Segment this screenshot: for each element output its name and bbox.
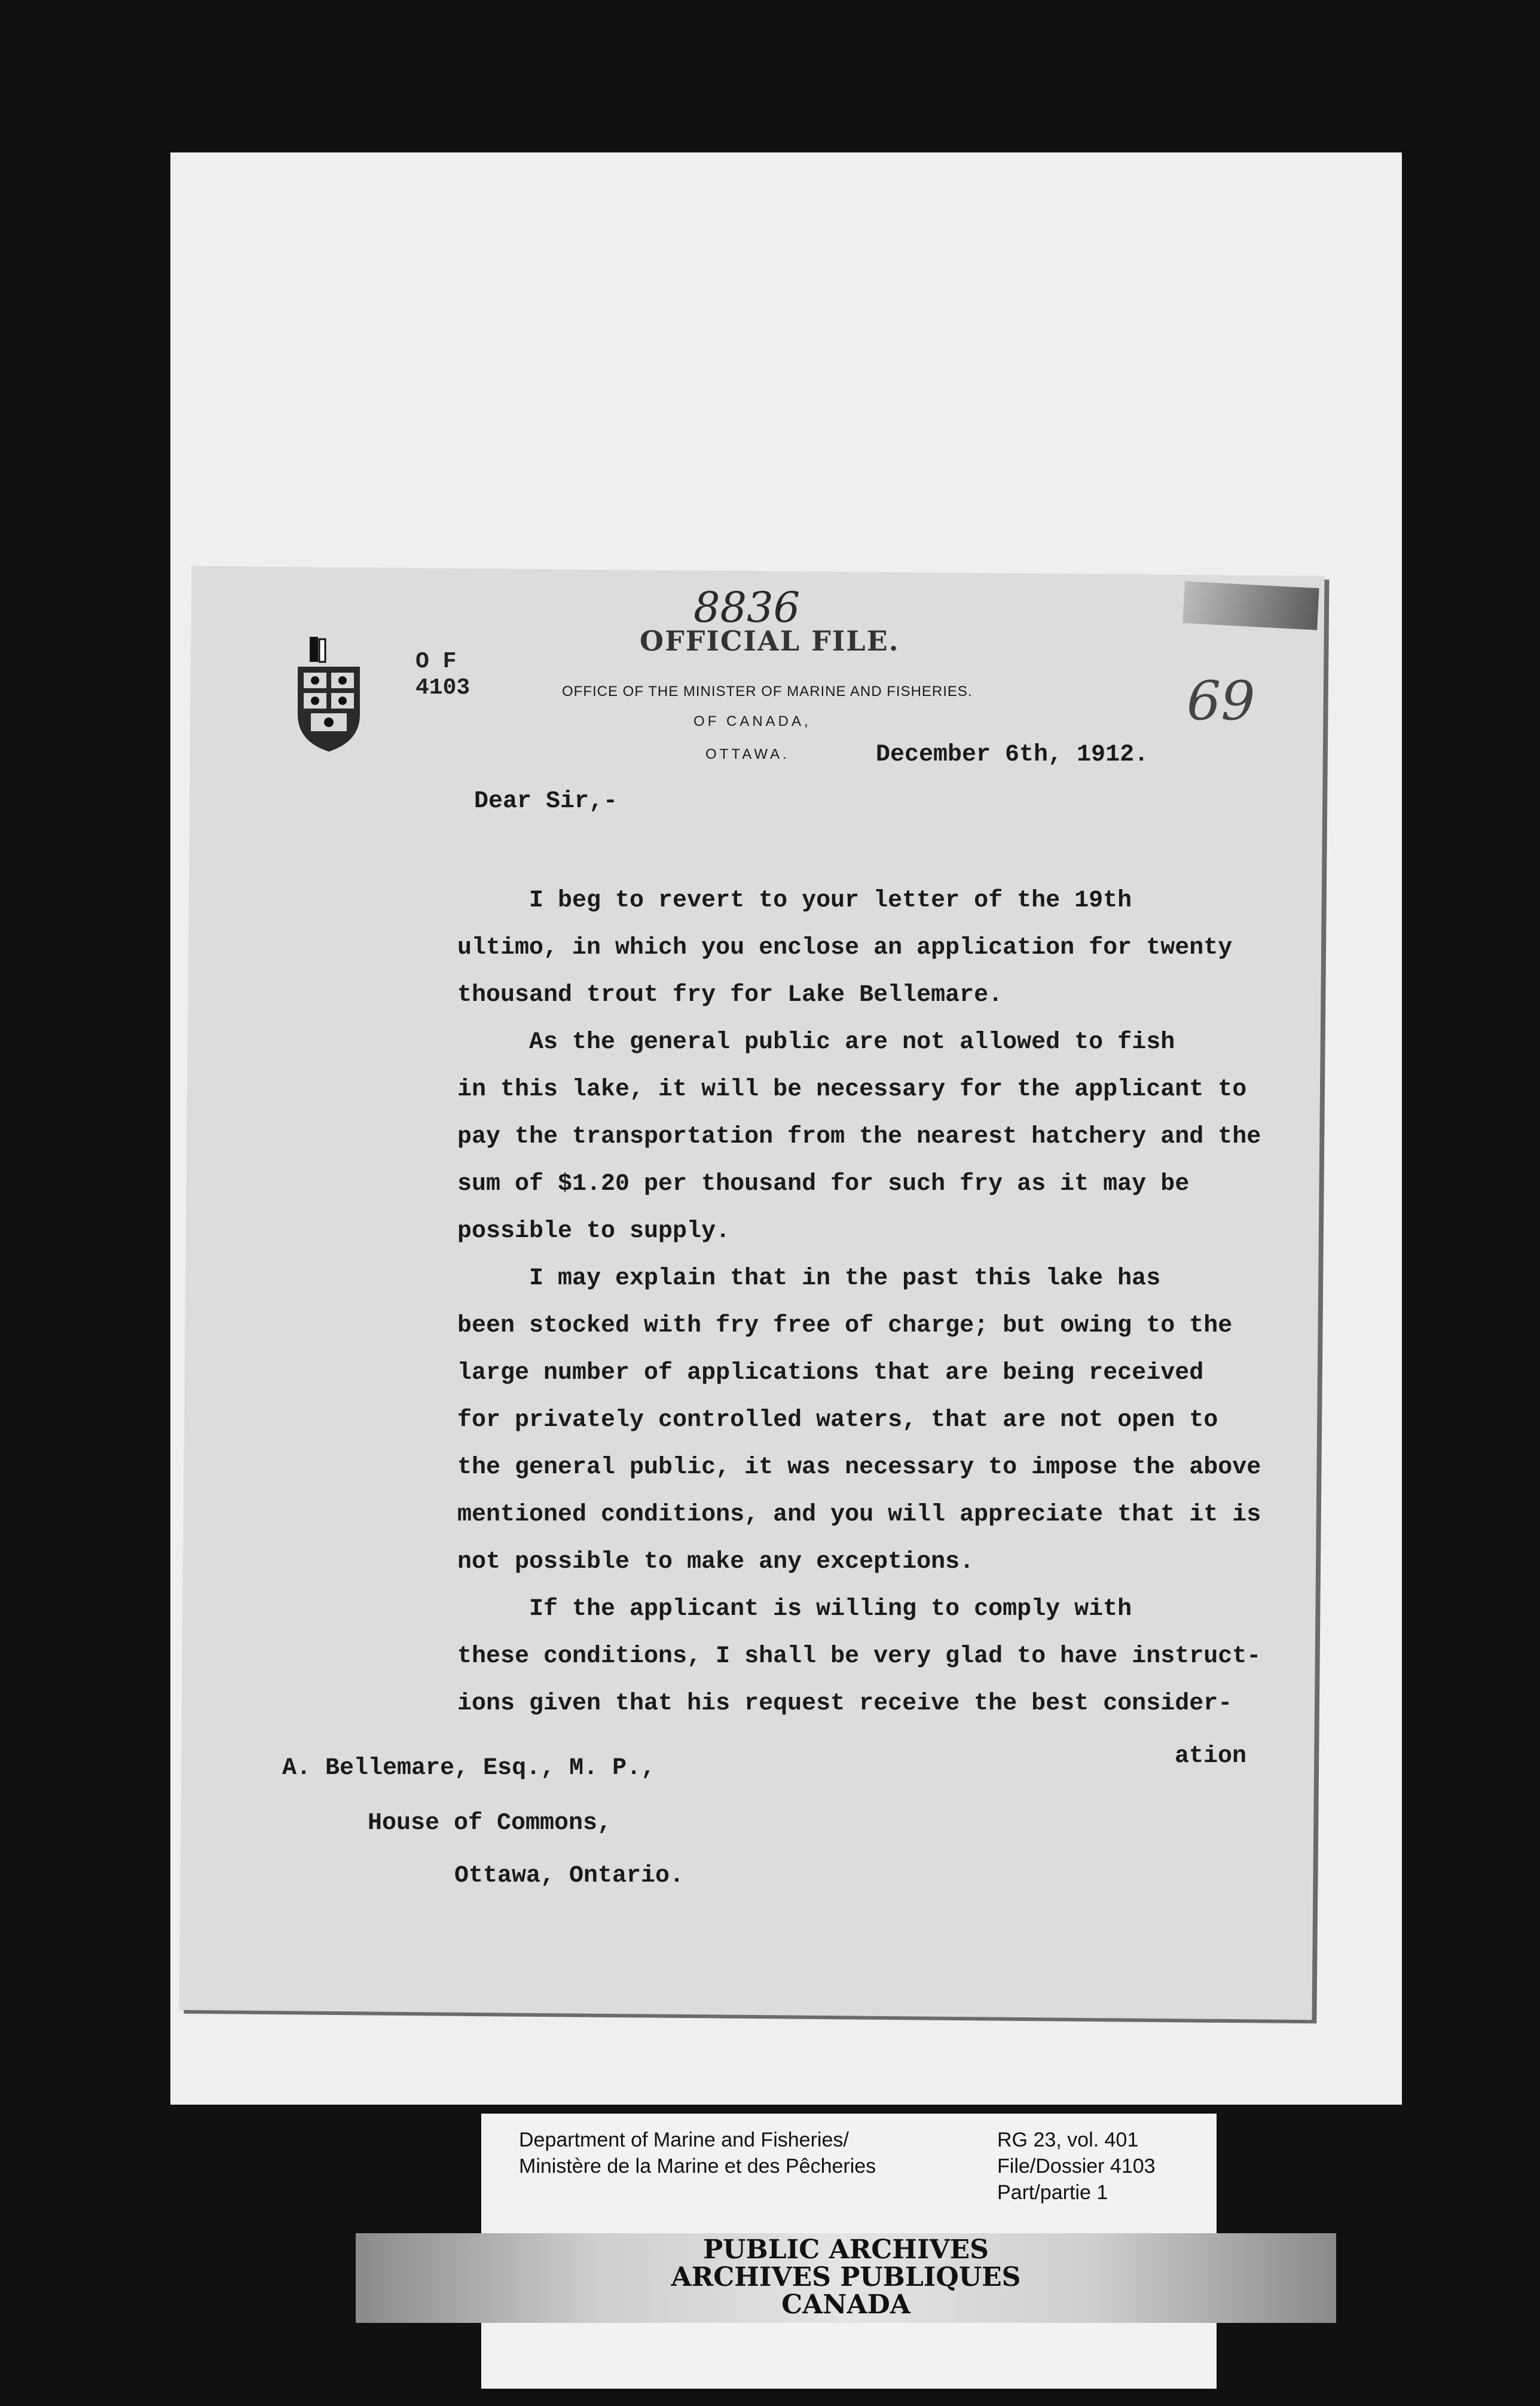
body-line: sum of $1.20 per thousand for such fry as it may be <box>457 1171 1190 1198</box>
official-file-stamp: OFFICIAL FILE. <box>640 625 900 657</box>
stamp-line-3: CANADA <box>781 2289 910 2320</box>
stamp-line-1: PUBLIC ARCHIVES <box>703 2234 989 2265</box>
letterhead-city: OTTAWA. <box>705 746 790 762</box>
file-dossier: File/Dossier 4103 <box>997 2155 1156 2178</box>
body-line: not possible to make any exceptions. <box>457 1549 974 1575</box>
letter-date: December 6th, 1912. <box>876 741 1149 768</box>
coat-of-arms-icon <box>293 637 365 753</box>
body-line: ions given that his request receive the best consider- <box>457 1690 1233 1717</box>
addressee-line-3: Ottawa, Ontario. <box>454 1862 685 1889</box>
body-line: ultimo, in which you enclose an application for twenty <box>457 935 1233 961</box>
department-english: Department of Marine and Fisheries/ <box>519 2129 849 2151</box>
body-line: pay the transportation from the nearest hatchery and the <box>457 1123 1261 1150</box>
letterhead-country: OF CANADA, <box>693 713 811 729</box>
body-line: the general public, it was necessary to impose the above <box>457 1454 1261 1481</box>
body-line: large number of applications that are being received <box>457 1360 1204 1387</box>
letter-body <box>457 877 1306 1727</box>
addressee-name: A. Bellemare, Esq., M. P., <box>282 1755 656 1782</box>
file-code-number: 4103 <box>415 675 470 701</box>
department-french: Ministère de la Marine et des Pêcheries <box>519 2155 876 2178</box>
handwritten-folio: 69 <box>1187 670 1255 732</box>
handwritten-file-number: 8836 <box>693 583 800 632</box>
record-group: RG 23, vol. 401 <box>997 2129 1139 2151</box>
body-line: I may explain that in the past this lake has <box>457 1265 1161 1292</box>
body-line: mentioned conditions, and you will appreciate that it is <box>457 1501 1261 1528</box>
body-line: been stocked with fry free of charge; but owing to the <box>457 1312 1233 1339</box>
body-line: thousand trout fry for Lake Bellemare. <box>457 982 1003 1009</box>
body-line: As the general public are not allowed to fish <box>457 1029 1175 1056</box>
folded-corner <box>1182 581 1319 630</box>
archive-stamp <box>356 2236 1336 2319</box>
file-code-prefix: O F <box>415 649 457 674</box>
file-code <box>415 649 470 701</box>
archive-department <box>519 2127 876 2179</box>
body-line: possible to supply. <box>457 1218 731 1245</box>
salutation: Dear Sir,- <box>474 788 618 815</box>
letterhead-office: OFFICE OF THE MINISTER OF MARINE AND FISHERIES. <box>562 683 973 700</box>
stamp-line-2: ARCHIVES PUBLIQUES <box>671 2262 1021 2292</box>
body-line: If the applicant is willing to comply with <box>457 1596 1132 1623</box>
body-line: in this lake, it will be necessary for the applicant to <box>457 1076 1247 1103</box>
body-line: I beg to revert to your letter of the 19th <box>457 887 1132 914</box>
archive-reference <box>997 2127 1156 2206</box>
body-line: for privately controlled waters, that are not open to <box>457 1407 1218 1434</box>
addressee-line-2: House of Commons, <box>368 1810 612 1837</box>
word-continuation: ation <box>1175 1743 1247 1770</box>
part-partie: Part/partie 1 <box>997 2181 1108 2204</box>
body-line: these conditions, I shall be very glad to have instruct- <box>457 1643 1261 1670</box>
